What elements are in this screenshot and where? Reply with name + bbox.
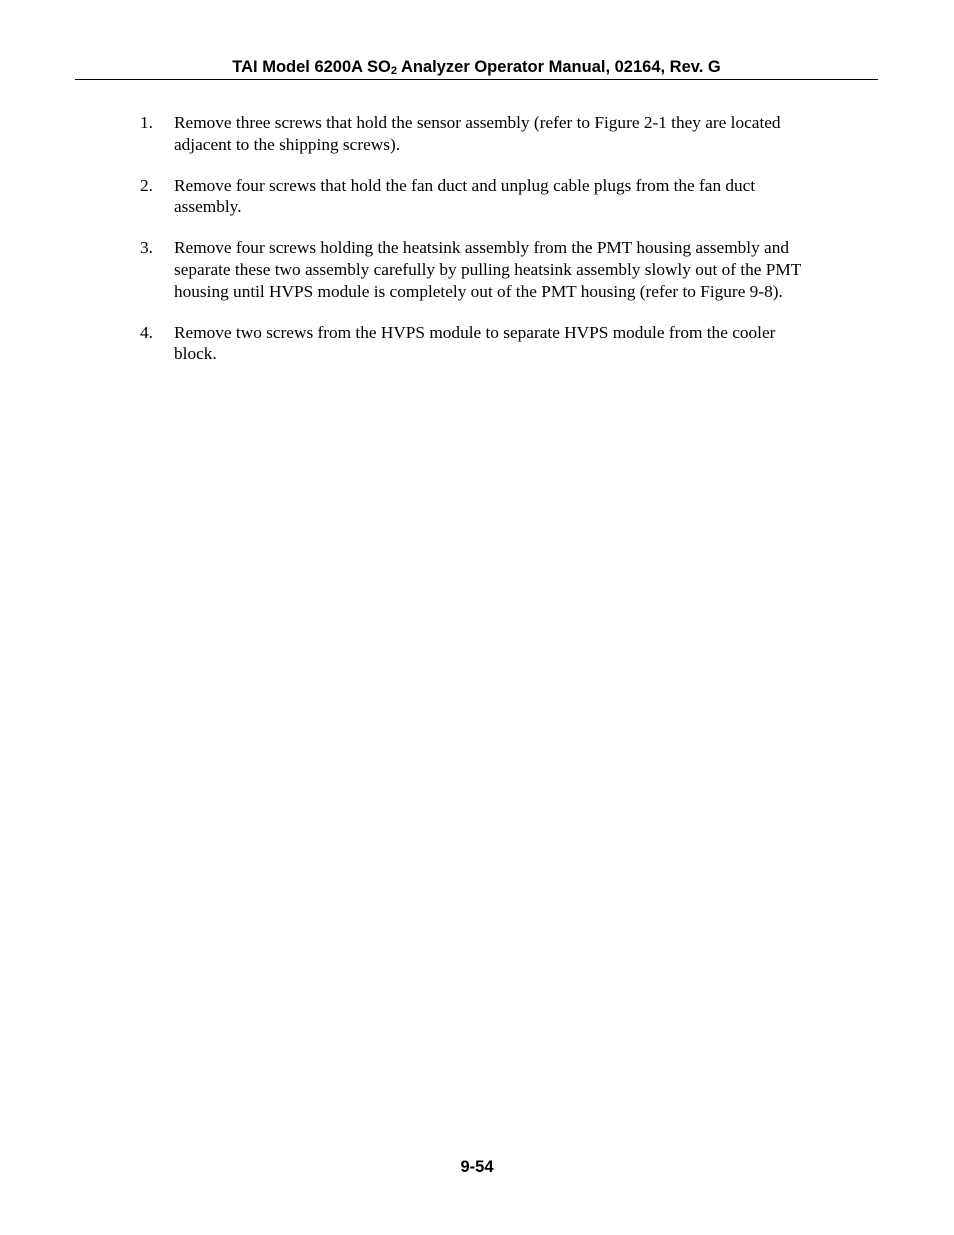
header-title-subscript: 2 [390,65,398,77]
step-text-line: block. [174,344,217,364]
step-number: 1. [140,113,153,132]
procedure-step-3 [0,237,859,302]
step-text-line: Remove four screws that hold the fan duct and unplug cable plugs from the fan duct [174,175,756,195]
step-text-line: Remove four screws holding the heatsink assembly from the PMT housing assembly and [174,238,789,258]
step-text-line: adjacent to the shipping screws). [174,134,401,154]
header-title-rest: Analyzer Operator Manual, 02164, Rev. G [397,58,721,76]
step-number: 3. [140,238,153,258]
step-text-line: Remove three screws that hold the sensor assembly (refer to Figure 2-1 they are located [174,113,781,132]
page-number: 9-54 [460,1158,494,1176]
step-number: 2. [140,175,153,195]
step-text-line: housing until HVPS module is completely out of the PMT housing (refer to Figure 9-8). [174,281,783,301]
page-header-title [75,57,878,77]
procedure-step-4 [0,322,859,366]
header-divider [75,79,878,80]
step-number: 4. [140,322,153,342]
step-text-line: Remove two screws from the HVPS module to separate HVPS module from the cooler [174,322,776,342]
step-text-line: separate these two assembly carefully by pulling heatsink assembly slowly out of the PMT [174,259,802,279]
procedure-step-1 [0,112,859,156]
procedure-step-2 [0,175,859,219]
header-title-main: TAI Model 6200A SO [232,58,391,76]
step-text-line: assembly. [174,197,242,217]
procedure-steps [0,112,954,384]
